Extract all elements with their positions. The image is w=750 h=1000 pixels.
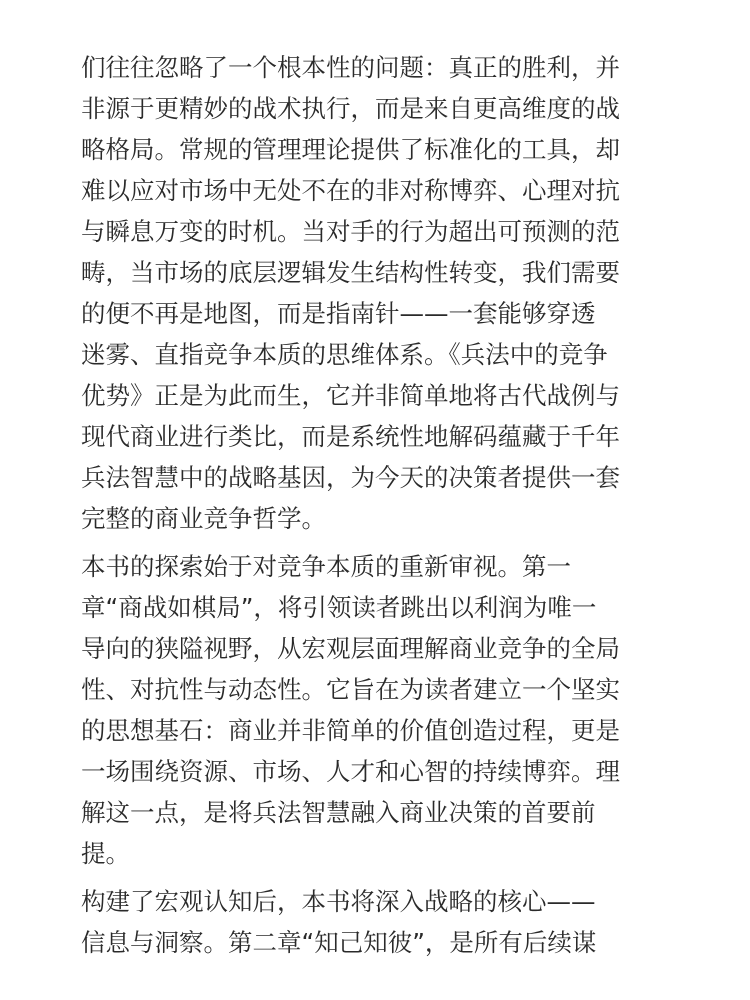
text-line: 解这一点，是将兵法智慧融入商业决策的首要前 [81,798,596,827]
text-line: 一场围绕资源、市场、人才和心智的持续博弈。理 [81,757,620,786]
text-line: 的思想基石：商业并非简单的价值创造过程，更是 [81,716,620,745]
text-line: 兵法智慧中的战略基因，为今天的决策者提供一套 [81,463,620,492]
text-line: 本书的探索始于对竞争本质的重新审视。第一 [81,552,571,581]
text-line: 构建了宏观认知后，本书将深入战略的核心—— [81,887,596,916]
text-line: 信息与洞察。第二章“知己知彼”，是所有后续谋 [81,928,597,957]
text-line: 章“商战如棋局”，将引领读者跳出以利润为唯一 [81,593,597,622]
text-line: 提。 [81,839,130,868]
text-line: 略格局。常规的管理理论提供了标准化的工具，却 [81,135,620,164]
text-line: 现代商业进行类比，而是系统性地解码蕴藏于千年 [81,422,620,451]
text-line: 导向的狭隘视野，从宏观层面理解商业竞争的全局 [81,634,620,663]
text-line: 们往往忽略了一个根本性的问题：真正的胜利，并 [81,53,620,82]
text-line: 性、对抗性与动态性。它旨在为读者建立一个坚实 [81,675,620,704]
text-line: 与瞬息万变的时机。当对手的行为超出可预测的范 [81,217,620,246]
text-line: 非源于更精妙的战术执行，而是来自更高维度的战 [81,94,620,123]
text-line: 的便不再是地图，而是指南针——一套能够穿透 [81,299,596,328]
text-line: 畴，当市场的底层逻辑发生结构性转变，我们需要 [81,258,620,287]
text-line: 优势》正是为此而生，它并非简单地将古代战例与 [81,381,620,410]
text-line: 完整的商业竞争哲学。 [81,504,326,533]
text-line: 迷雾、直指竞争本质的思维体系。《兵法中的竞争 [81,340,608,369]
text-line: 难以应对市场中无处不在的非对称博弈、心理对抗 [81,176,620,205]
